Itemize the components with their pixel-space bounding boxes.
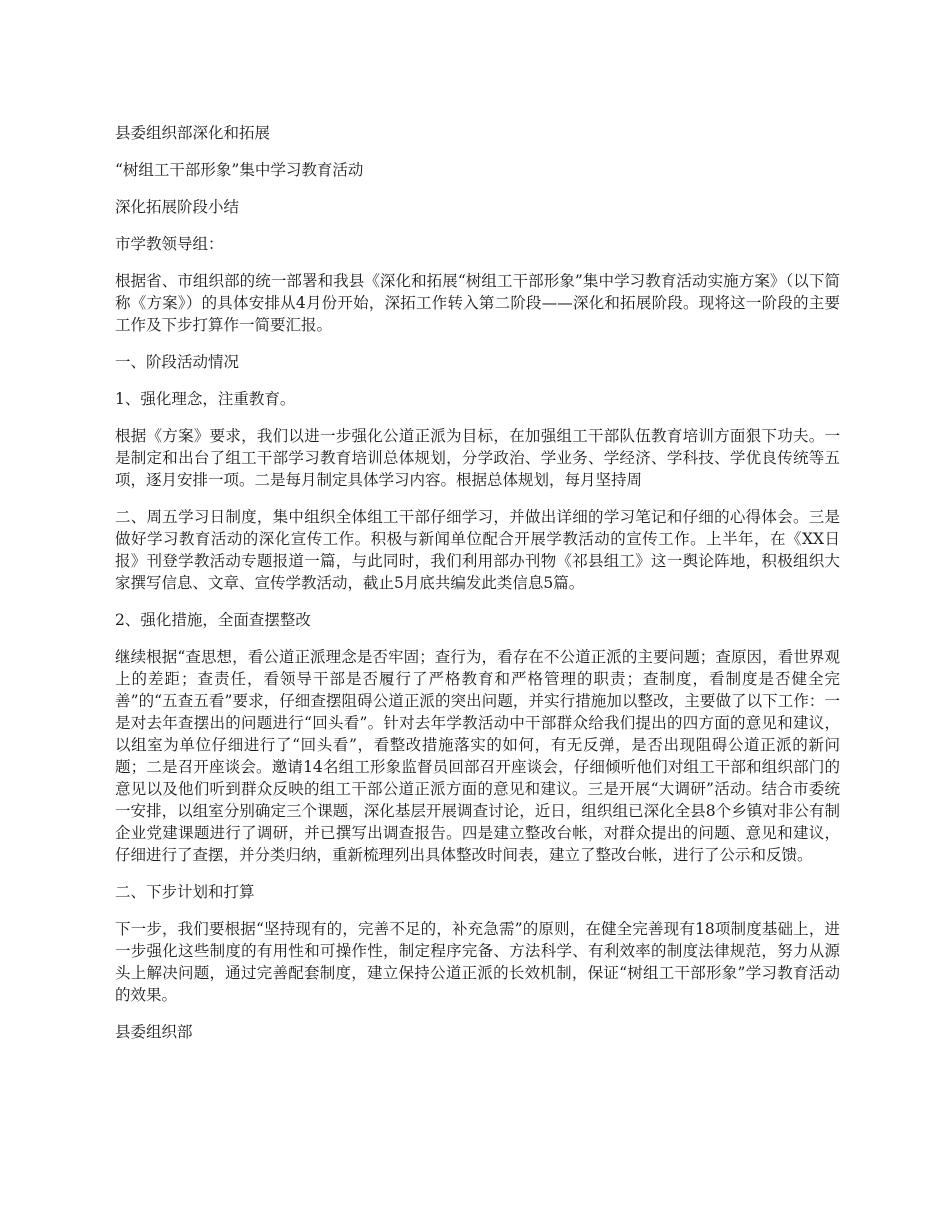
item-1-paragraph-1: 根据《方案》要求，我们以进一步强化公道正派为目标，在加强组工干部队伍教育培训方面狠下功夫。一是制定和出台了组工干部学习教育培训总体规划，分学政治、学业务、学经济、学科技、学优良传统等五项，逐月安排一项。二是每月制定具体学习内容。根据总体规划，每月坚持周 [115, 427, 840, 489]
item-2-heading: 2、强化措施，全面查摆整改 [115, 611, 311, 629]
item-1-paragraph-2: 二、周五学习日制度，集中组织全体组工干部仔细学习，并做出详细的学习笔记和仔细的心得体会。三是做好学习教育活动的深化宣传工作。积极与新闻单位配合开展学教活动的宣传工作。上半年，在《XX日报》刊登学教活动专题报道一篇，与此同时，我们利用部办刊物《祁县组工》这一舆论阵地，积极组织大家撰写信息、文章、宣传学教活动，截止5月底共编发此类信息5篇。 [115, 508, 840, 592]
signature: 县委组织部 [115, 1023, 193, 1041]
document-body [115, 122, 840, 1058]
section-2-paragraph: 下一步，我们要根据“坚持现有的，完善不足的，补充急需”的原则，在健全完善现有18项制度基础上，进一步强化这些制度的有用性和可操作性，制定程序完备、方法科学、有利效率的制度法律规范，努力从源头上解决问题，通过完善配套制度，建立保持公道正派的长效机制，保证“树组工干部形象”学习教育活动的效果。 [115, 920, 840, 1004]
title-line-3: 深化拓展阶段小结 [115, 198, 240, 216]
salutation: 市学教领导组： [115, 235, 224, 253]
item-1-heading: 1、强化理念，注重教育。 [115, 390, 296, 408]
item-2-paragraph: 继续根据“查思想，看公道正派理念是否牢固；查行为，看存在不公道正派的主要问题；查原因，看世界观上的差距；查责任，看领导干部是否履行了严格教育和严格管理的职责；查制度，看制度是否健全完善”的“五查五看”要求，仔细查摆阻碍公道正派的突出问题，并实行措施加以整改，主要做了以下工作：一是对去年查摆出的问题进行“回头看”。针对去年学教活动中干部群众给我们提出的四方面的意见和建议，以组室为单位仔细进行了“回头看”，看整改措施落实的如何，有无反弹，是否出现阻碍公道正派的新问题；二是召开座谈会。邀请14名组工形象监督员回部召开座谈会，仔细倾听他们对组工干部和组织部门的意见以及他们听到群众反映的组工干部公道正派方面的意见和建议。三是开展“大调研”活动。结合市委统一安排，以组室分别确定三个课题，深化基层开展调查讨论，近日，组织组已深化全县8个乡镇对非公有制企业党建课题进行了调研，并已撰写出调查报告。四是建立整改台帐，对群众提出的问题、意见和建议，仔细进行了查摆，并分类归纳，重新梳理列出具体整改时间表，建立了整改台帐，进行了公示和反馈。 [115, 648, 840, 864]
section-2-heading: 二、下步计划和打算 [115, 883, 255, 901]
title-line-2: “树组工干部形象”集中学习教育活动 [115, 161, 364, 179]
title-line-1: 县委组织部深化和拓展 [115, 124, 271, 142]
intro-paragraph: 根据省、市组织部的统一部署和我县《深化和拓展“树组工干部形象”集中学习教育活动实施方案》（以下简称《方案》）的具体安排从4月份开始，深拓工作转入第二阶段——深化和拓展阶段。现将这一阶段的主要工作及下步打算作一简要汇报。 [115, 272, 840, 334]
section-1-heading: 一、阶段活动情况 [115, 353, 240, 371]
